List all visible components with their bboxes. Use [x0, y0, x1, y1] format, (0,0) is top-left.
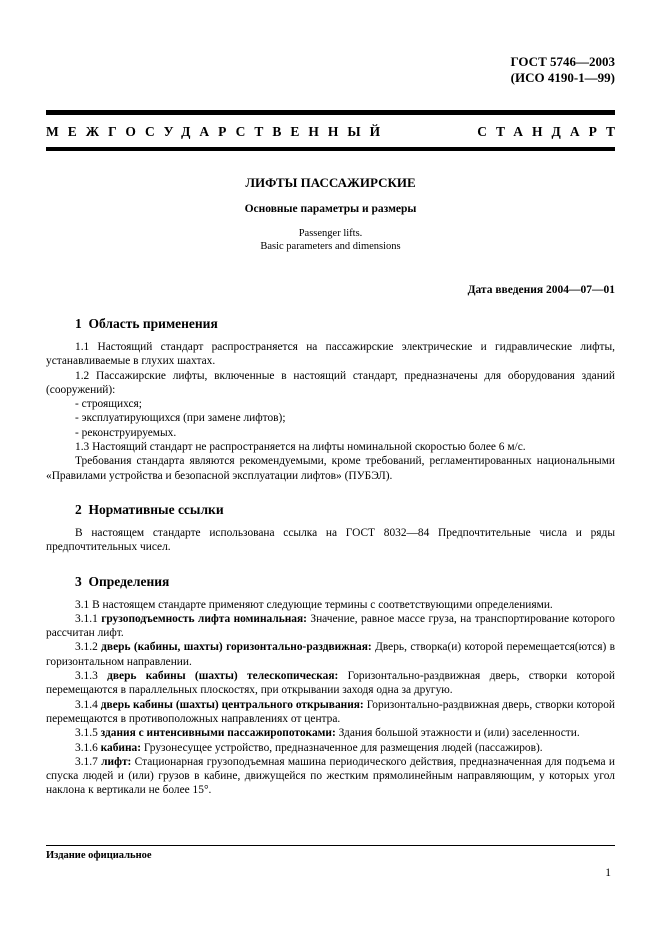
document-title-ru: ЛИФТЫ ПАССАЖИРСКИЕ [245, 175, 416, 190]
definition-item [46, 741, 615, 755]
def-number: 3.1.7 [75, 755, 98, 768]
def-text: Дверь, створка(и) которой перемещается(ются) в горизонтальном направлении. [46, 641, 615, 668]
def-text: Здания большой этажности и (или) заселенности. [338, 727, 580, 740]
footer-rule [46, 845, 615, 846]
def-term: дверь кабины (шахты) центрального открывания: [100, 698, 364, 711]
scope-list-item: - реконструируемых. [75, 426, 177, 439]
definition-item [46, 755, 615, 798]
doc-header [46, 54, 615, 86]
def-text: Грузонесущее устройство, предназначенное для размещения людей (пассажиров). [143, 741, 543, 754]
definition-item [46, 726, 615, 740]
scope-paragraph-1-3: 1.3 Настоящий стандарт не распространяется на лифты номинальной скоростью более 6 м/с. [75, 441, 526, 454]
banner-word-interstate: МЕЖГОСУДАРСТВЕННЫЙ [46, 124, 390, 139]
definition-item [46, 698, 615, 727]
def-term: кабина: [100, 741, 142, 754]
title-en-line2: Basic parameters and dimensions [260, 241, 401, 252]
doc-number: ГОСТ 5746—2003 [510, 54, 615, 69]
title-en-line1: Passenger lifts. [298, 228, 363, 239]
document-title-en [46, 227, 615, 253]
scope-list-item: - строящихся; [75, 398, 142, 411]
page-number: 1 [605, 867, 611, 879]
def-term: грузоподъемность лифта номинальная: [101, 612, 307, 625]
scope-paragraph-1-2: 1.2 Пассажирские лифты, включенные в настоящий стандарт, предназначены для оборудования зданий (сооружений): [46, 369, 615, 396]
effective-date: Дата введения 2004—07—01 [467, 284, 615, 296]
def-term: здания с интенсивными пассажиропотоками: [100, 727, 336, 740]
def-term: дверь кабины (шахты) телескопическая: [107, 670, 339, 683]
def-number: 3.1.6 [75, 741, 98, 754]
def-term: дверь (кабины, шахты) горизонтально-раздвижная: [101, 641, 372, 654]
scope-list-item: - эксплуатирующихся (при замене лифтов); [75, 412, 286, 425]
title-block [46, 175, 615, 253]
section-definitions-heading: 3 Определения [75, 573, 170, 589]
doc-number-iso: (ИСО 4190-1—99) [510, 70, 615, 85]
references-paragraph: В настоящем стандарте использована ссылка на ГОСТ 8032—84 Предпочтительные числа и ряды предпочтительных чисел. [46, 526, 615, 554]
def-term: лифт: [101, 755, 132, 768]
edition-note: Издание официальное [46, 850, 152, 861]
scope-paragraph-1-1: 1.1 Настоящий стандарт распространяется на пассажирские электрические и гидравлические лифты, устанавливаемые в глухих шахтах. [46, 341, 615, 368]
standard-type-banner [46, 110, 624, 151]
scope-paragraph-requirements: Требования стандарта являются рекомендуемыми, кроме требований, регламентированных национальными «Правилами устройства и безопасной эксплуатации лифтов» (ПУБЭЛ). [46, 455, 615, 482]
def-number: 3.1.5 [75, 727, 98, 740]
def-number: 3.1.2 [75, 641, 98, 654]
section-references-heading: 2 Нормативные ссылки [75, 501, 224, 517]
definition-item [46, 612, 615, 641]
def-text: Горизонтально-раздвижная дверь, створки которой перемещаются в параллельных плоскостях, при открывании заходя одна за другую. [46, 670, 615, 697]
banner-word-standard: СТАНДАРТ [477, 124, 624, 139]
def-text: Значение, равное массе груза, на транспортирование которого рассчитан лифт. [46, 612, 615, 640]
page-footer [46, 845, 615, 862]
definitions-intro: 3.1 В настоящем стандарте применяют следующие термины с соответствующими определениями. [75, 598, 553, 611]
def-number: 3.1.4 [75, 698, 98, 711]
def-text: Горизонтально-раздвижная дверь, створки которой перемещаются в противоположных направлениях от центра. [46, 698, 615, 725]
definition-item [46, 640, 615, 669]
definition-item [46, 669, 615, 698]
document-subtitle-ru: Основные параметры и размеры [244, 203, 417, 215]
def-text: Стационарная грузоподъемная машина периодического действия, предназначенная для подъема и спуска людей и (или) грузов в кабине, движущейся по жестким прямолинейным направляющим, у которых угол наклона к вертикали не более 15°. [46, 755, 615, 797]
section-scope-heading: 1 Область применения [75, 316, 218, 331]
def-number: 3.1.3 [75, 670, 98, 683]
def-number: 3.1.1 [75, 612, 98, 625]
